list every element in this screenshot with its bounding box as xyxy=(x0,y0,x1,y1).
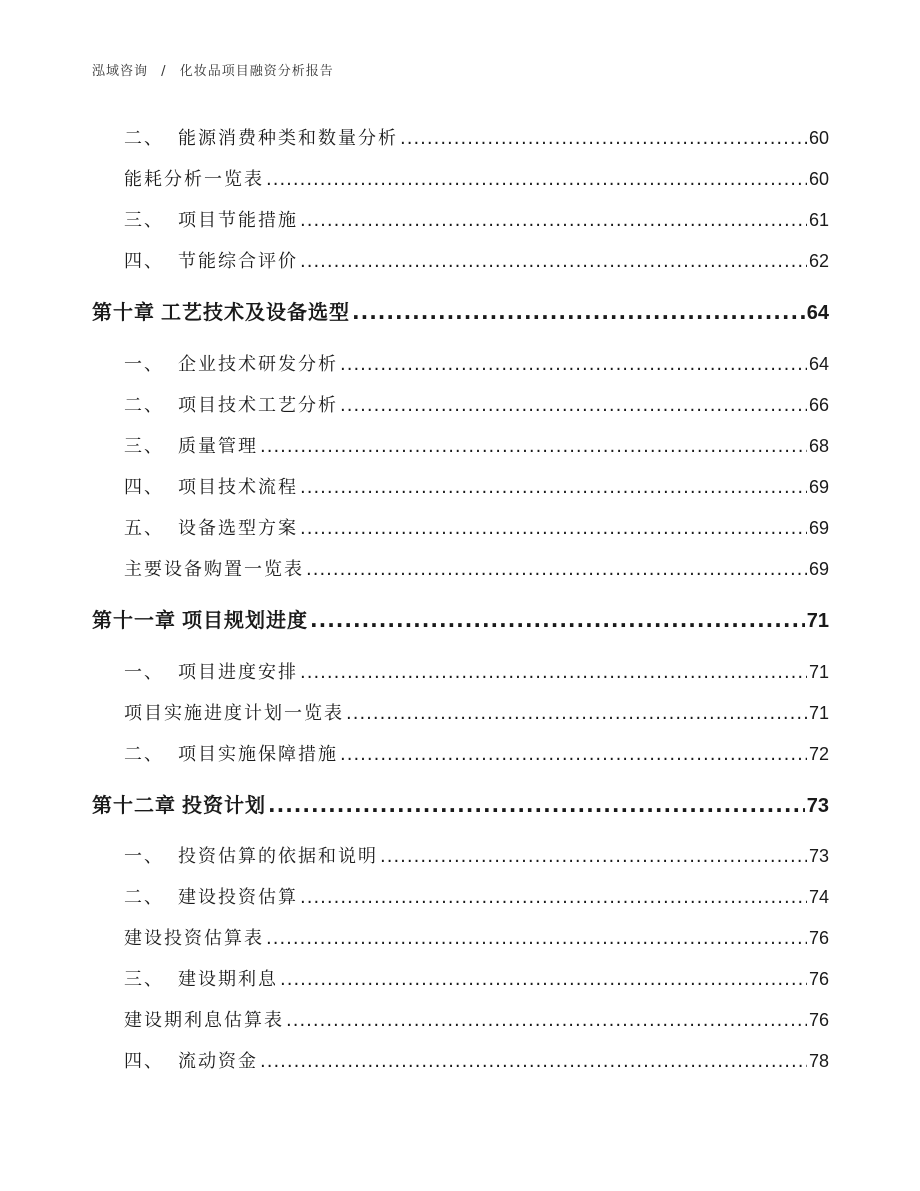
toc-leader-dots xyxy=(380,846,807,867)
toc-entry-title: 项目进度安排 xyxy=(178,662,298,683)
toc-leader-dots xyxy=(310,608,805,632)
toc-entry-title: 项目实施保障措施 xyxy=(178,744,338,765)
toc-leader-dots xyxy=(268,793,805,817)
toc-entry-number: 四、 xyxy=(124,251,164,272)
toc-entry-number: 三、 xyxy=(124,436,164,457)
toc-entry-number: 四、 xyxy=(124,477,164,498)
toc-entry[interactable] xyxy=(124,658,829,684)
toc-entry[interactable] xyxy=(124,514,829,540)
toc-entry-number: 四、 xyxy=(124,1051,164,1072)
toc-entry-page: 76 xyxy=(808,928,829,948)
toc-chapter-page: 71 xyxy=(806,610,829,632)
toc-entry-page: 74 xyxy=(808,887,829,907)
toc-entry-title: 节能综合评价 xyxy=(178,251,298,272)
toc-entry[interactable] xyxy=(124,555,829,581)
toc-entry-title: 建设投资估算 xyxy=(178,887,298,908)
toc-entry-page: 69 xyxy=(808,518,829,538)
toc-entry[interactable] xyxy=(124,740,829,766)
toc-entry[interactable] xyxy=(124,883,829,909)
toc-entry-page: 71 xyxy=(808,703,829,723)
toc-entry[interactable] xyxy=(124,1006,829,1032)
toc-entry-page: 76 xyxy=(808,969,829,989)
toc-entry-title: 项目节能措施 xyxy=(178,210,298,231)
toc-entry-page: 71 xyxy=(808,662,829,682)
toc-entry[interactable] xyxy=(124,1047,829,1073)
toc-entry[interactable] xyxy=(124,965,829,991)
toc-leader-dots xyxy=(260,436,807,457)
toc-entry-title: 企业技术研发分析 xyxy=(178,354,338,375)
toc-leader-dots xyxy=(266,169,807,190)
toc-leader-dots xyxy=(340,744,807,765)
toc-entry-title: 建设投资估算表 xyxy=(124,928,264,949)
toc-entry-page: 68 xyxy=(808,436,829,456)
toc-leader-dots xyxy=(352,300,805,324)
toc-entry[interactable] xyxy=(124,924,829,950)
toc-entry[interactable] xyxy=(124,699,829,725)
toc-entry-page: 66 xyxy=(808,395,829,415)
toc-entry-number: 一、 xyxy=(124,662,164,683)
header-title: 化妆品项目融资分析报告 xyxy=(179,64,334,79)
toc-chapter[interactable] xyxy=(92,296,829,325)
toc-entry-page: 62 xyxy=(808,251,829,271)
toc-chapter-title: 项目规划进度 xyxy=(182,608,308,632)
toc-chapter-number: 第十章 xyxy=(92,300,155,324)
toc-entry-number: 二、 xyxy=(124,887,164,908)
toc-entry-title: 投资估算的依据和说明 xyxy=(178,846,378,867)
toc-chapter[interactable] xyxy=(92,604,829,633)
header-company: 泓域咨询 xyxy=(92,64,149,79)
toc-entry-title: 设备选型方案 xyxy=(178,518,298,539)
toc-entry-number: 二、 xyxy=(124,128,164,149)
toc-leader-dots xyxy=(400,128,807,149)
toc-leader-dots xyxy=(306,559,807,580)
toc-entry-page: 60 xyxy=(808,169,829,189)
toc-leader-dots xyxy=(280,969,807,990)
toc-leader-dots xyxy=(300,662,807,683)
toc-entry-page: 60 xyxy=(808,128,829,148)
toc-entry-number: 二、 xyxy=(124,395,164,416)
toc-entry-number: 二、 xyxy=(124,744,164,765)
toc-entry-page: 61 xyxy=(808,210,829,230)
toc-entry-title: 主要设备购置一览表 xyxy=(124,559,304,580)
toc-entry-page: 64 xyxy=(808,354,829,374)
toc-chapter-number: 第十一章 xyxy=(92,608,176,632)
toc-chapter-title: 工艺技术及设备选型 xyxy=(161,300,350,324)
toc-chapter-page: 64 xyxy=(806,302,829,324)
toc-entry-number: 一、 xyxy=(124,846,164,867)
toc-entry-number: 五、 xyxy=(124,518,164,539)
toc-leader-dots xyxy=(266,928,807,949)
toc-entry[interactable] xyxy=(124,206,829,232)
toc-chapter-page: 73 xyxy=(806,795,829,817)
toc-entry-number: 三、 xyxy=(124,210,164,231)
toc-leader-dots xyxy=(300,477,807,498)
toc-entry-title: 质量管理 xyxy=(178,436,258,457)
toc-leader-dots xyxy=(300,251,807,272)
toc-leader-dots xyxy=(346,703,807,724)
toc-entry-title: 能耗分析一览表 xyxy=(124,169,264,190)
toc-entry[interactable] xyxy=(124,350,829,376)
toc-leader-dots xyxy=(340,395,807,416)
toc-entry-title: 项目技术工艺分析 xyxy=(178,395,338,416)
toc-entry[interactable] xyxy=(124,124,829,150)
toc-entry-page: 69 xyxy=(808,477,829,497)
toc-entry[interactable] xyxy=(124,432,829,458)
toc-entry[interactable] xyxy=(124,165,829,191)
toc-entry[interactable] xyxy=(124,391,829,417)
toc-entry-title: 项目技术流程 xyxy=(178,477,298,498)
toc-entry[interactable] xyxy=(124,473,829,499)
toc-leader-dots xyxy=(300,518,807,539)
toc-entry[interactable] xyxy=(124,247,829,273)
toc-entry-title: 流动资金 xyxy=(178,1051,258,1072)
toc-entry[interactable] xyxy=(124,842,829,868)
toc-leader-dots xyxy=(300,887,807,908)
toc-entry-title: 能源消费种类和数量分析 xyxy=(178,128,398,149)
toc-entry-title: 建设期利息 xyxy=(178,969,278,990)
toc-chapter[interactable] xyxy=(92,789,829,818)
toc-entry-number: 三、 xyxy=(124,969,164,990)
toc-entry-page: 76 xyxy=(808,1010,829,1030)
toc-entry-title: 建设期利息估算表 xyxy=(124,1010,284,1031)
toc-entry-title: 项目实施进度计划一览表 xyxy=(124,703,344,724)
toc-chapter-title: 投资计划 xyxy=(182,793,266,817)
toc-entry-page: 73 xyxy=(808,846,829,866)
toc-entry-page: 78 xyxy=(808,1051,829,1071)
page-header xyxy=(92,60,334,79)
toc-entry-number: 一、 xyxy=(124,354,164,375)
header-separator: / xyxy=(161,64,167,79)
toc-leader-dots xyxy=(300,210,807,231)
toc-leader-dots xyxy=(260,1051,807,1072)
toc-entry-page: 72 xyxy=(808,744,829,764)
toc-chapter-number: 第十二章 xyxy=(92,793,176,817)
toc-leader-dots xyxy=(340,354,807,375)
toc-entry-page: 69 xyxy=(808,559,829,579)
toc-leader-dots xyxy=(286,1010,807,1031)
